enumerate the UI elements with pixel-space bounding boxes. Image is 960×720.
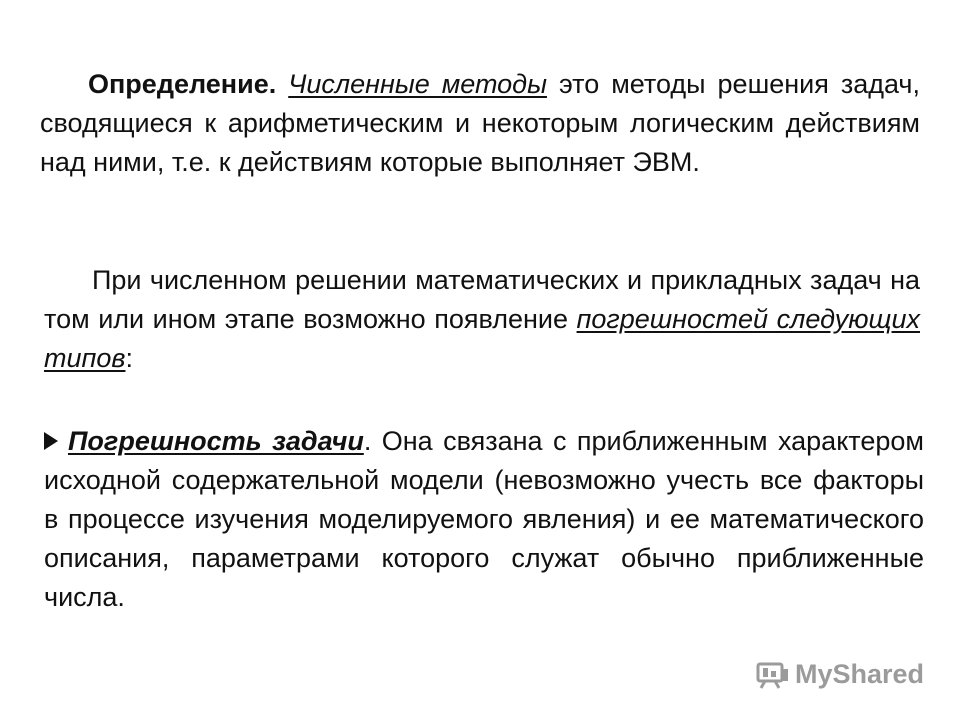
errors-intro-colon: :	[125, 343, 133, 373]
myshared-logo-icon	[755, 661, 789, 689]
definition-label: Определение.	[88, 69, 277, 99]
watermark	[755, 659, 924, 690]
bullet-title: Погрешность задачи	[68, 426, 364, 456]
bullet-task-error	[44, 422, 924, 617]
definition-paragraph	[40, 65, 920, 182]
errors-types-emphasis: погрешностей следующих типов	[44, 304, 920, 373]
watermark-text: MyShared	[794, 659, 924, 689]
definition-text: это методы решения задач, сводящиеся к арифметическим и некоторым логическим действиям над ними, т.е. к действиям которые выполняет ЭВМ.	[40, 69, 920, 177]
errors-intro-text: При численном решении математических и прикладных задач на том или ином этапе возможно появление	[44, 265, 920, 334]
bullet-arrow-icon	[44, 432, 58, 450]
definition-term: Численные методы	[288, 69, 547, 99]
errors-intro-paragraph	[44, 261, 920, 378]
bullet-text: . Она связана с приближенным характером исходной содержательной модели (невозможно учесть все факторы в процессе изучения моделируемого явления) и ее математического описания, параметрами которого служат обычно приближенные числа.	[44, 426, 924, 612]
